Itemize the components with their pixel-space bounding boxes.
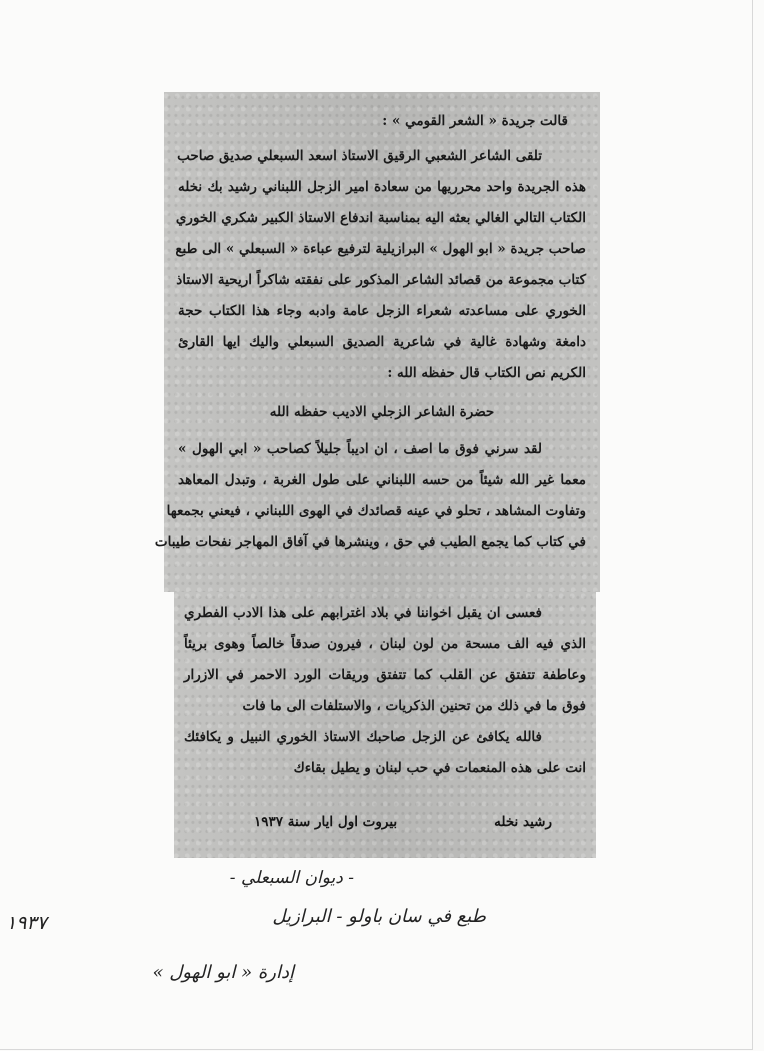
intro-line: الخوري على مساعدته شعراء الزجل عامة وادبه وجاء هذا الكتاب حجة (178, 303, 586, 319)
letter-date: بيروت اول ايار سنة ١٩٣٧ (254, 814, 398, 830)
letter-line: لقد سرني فوق ما اصف ، ان اديباً جليلاً كصاحب « ابي الهول » (178, 441, 542, 457)
letter-line: في كتاب كما يجمع الطيب في حق ، وينشرها في آفاق المهاجر نفحات طيبات (154, 534, 586, 550)
intro-line: صاحب جريدة « ابو الهول » البرازيلية لترفيع عباءة « السبعلي » الى طبع (175, 241, 586, 257)
letter-line: فوق ما في ذلك من تحنين الذكريات ، والاستلفات الى ما فات (242, 698, 586, 714)
intro-line: هذه الجريدة واحد محرريها من سعادة امير الزجل اللبناني رشيد بك نخله (178, 179, 586, 195)
clipping-headline: قالت جريدة « الشعر القومي » : (382, 113, 568, 129)
letter-signature: رشيد نخله (494, 814, 552, 830)
closing-line: انت على هذه المنعمات في حب لبنان و يطيل بقاءك (293, 760, 586, 776)
newspaper-clipping-bottom (174, 592, 596, 858)
handwritten-administration: إدارة « ابو الهول » (152, 962, 294, 983)
handwritten-year: ١٩٣٧ (6, 912, 47, 934)
letter-sign-row (184, 814, 586, 830)
letter-line: معما غير الله شيئاً من حسه اللبناني على طول الغربة ، وتبدل المعاهد (178, 472, 586, 488)
intro-line: الكريم نص الكتاب قال حفظه الله : (387, 365, 586, 381)
handwritten-title: - ديوان السبعلي - (229, 868, 354, 888)
closing-line: فالله يكافئ عن الزجل صاحبك الاستاذ الخوري النبيل و يكافئك (184, 729, 542, 745)
intro-line: كتاب مجموعة من قصائد الشاعر المذكور على نفقته شاكراً اريحية الاستاذ (176, 272, 586, 288)
newspaper-clipping-top (154, 92, 600, 592)
intro-line: تلقى الشاعر الشعبي الرقيق الاستاذ اسعد السبعلي صديق صاحب (177, 148, 542, 164)
letter-line: وتفاوت المشاهد ، تحلو في عينه قصائدك في الهوى اللبناني ، فيعني بجمعها (166, 503, 586, 519)
letter-line: فعسى ان يقبل اخواننا في بلاد اغترابهم على هذا الادب الفطري (184, 605, 542, 621)
handwritten-publisher: طبع في سان باولو - البرازيل (272, 906, 486, 927)
intro-line: الكتاب التالي الغالي بعثه اليه بمناسبة اندفاع الاستاذ الكبير شكري الخوري (175, 210, 586, 226)
letter-line: وعاطفة تتفتق عن القلب كما تتفتق وريقات الورد الاحمر في الازرار (184, 667, 586, 683)
letter-salutation: حضرة الشاعر الزجلي الاديب حفظه الله (269, 404, 495, 420)
letter-line: الذي فيه الف مسحة من لون لبنان ، فيرون صدقاً خالصاً وهوى بريئاً (184, 636, 586, 652)
intro-line: دامغة وشهادة غالية في شاعرية الصديق السبعلي واليك ايها القارئ (178, 334, 586, 350)
